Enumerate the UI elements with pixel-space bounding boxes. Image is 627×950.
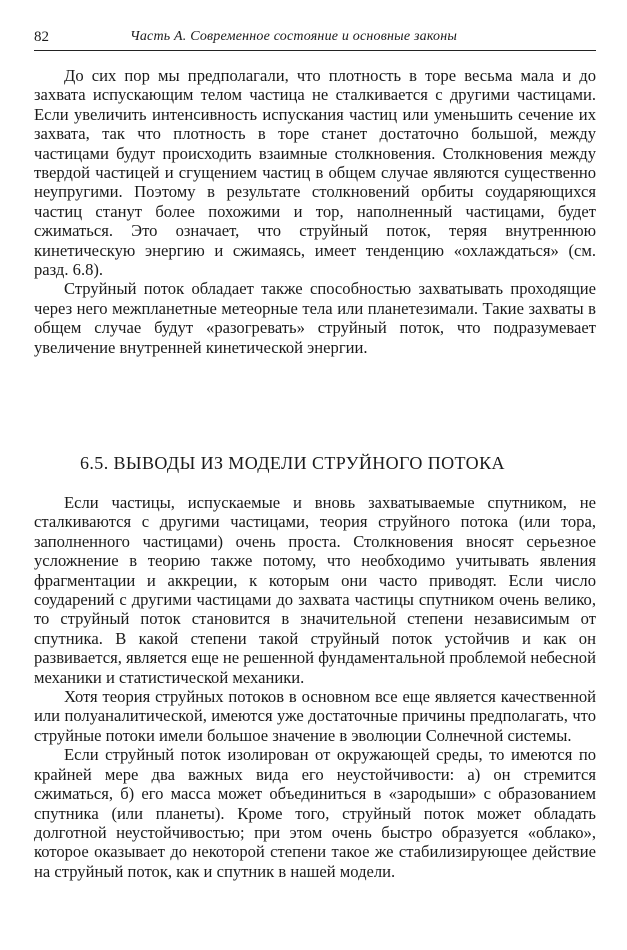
running-header — [34, 26, 598, 48]
paragraph: Струйный поток обладает также способностью захватывать проходящие через него межпланетные метеорные тела или планетезимали. Такие захваты в общем случае будут «разогревать» струйный поток, что подразумевает увеличение внутренней кинетической энергии. — [34, 279, 596, 357]
header-rule — [34, 50, 596, 51]
page-number: 82 — [34, 29, 49, 45]
running-title: Часть А. Современное состояние и основные законы — [130, 29, 458, 44]
paragraph: Если частицы, испускаемые и вновь захватываемые спутником, не сталкиваются с другими частицами, теория струйного потока (или тора, заполненного частицами) очень проста. Столкновения вносят серьезное усложнение в теорию также потому, что необходимо учитывать явления фрагментации и аккреции, к которым они часто приводят. Если число соударений с другими частицами до захвата частицы спутником очень велико, то струйный поток становится в значительной степени независимым от спутника. В какой степени такой струйный поток устойчив и как он развивается, является еще не решенной фундаментальной проблемой небесной механики и статистической механики. — [34, 493, 596, 687]
paragraph: Если струйный поток изолирован от окружающей среды, то имеются по крайней мере два важных вида его неустойчивости: а) он стремится сжиматься, б) его масса может объединиться в «зародыши» с образованием спутника (или планеты). Кроме того, струйный поток может обладать долготной неустойчивостью; при этом очень быстро образуется «облако», которое оказывает до некоторой степени такое же стабилизирующее действие на струйный поток, как и спутник в нашей модели. — [34, 745, 596, 881]
body-text-bottom — [34, 493, 596, 881]
paragraph: Хотя теория струйных потоков в основном все еще является качественной или полуаналитической, имеются уже достаточные причины предполагать, что струйные потоки имели большое значение в эволюции Солнечной системы. — [34, 687, 596, 745]
section-heading: 6.5. ВЫВОДЫ ИЗ МОДЕЛИ СТРУЙНОГО ПОТОКА — [80, 453, 505, 473]
body-text-top — [34, 66, 596, 357]
paragraph: До сих пор мы предполагали, что плотность в торе весьма мала и до захвата испускающим телом частица не сталкивается с другими частицами. Если увеличить интенсивность испускания частиц или уменьшить сечение их захвата, так что плотность в торе станет достаточно большой, между частицами будут происходить взаимные столкновения. Столкновения между твердой частицей и сгущением частиц в общем случае являются существенно неупругими. Поэтому в результате столкновений орбиты соударяющихся частиц станут более похожими и тор, наполненный частицами, будет сжиматься. Это означает, что струйный поток, теряя внутреннюю кинетическую энергию и сжимаясь, имеет тенденцию «охлаждаться» (см. разд. 6.8). — [34, 66, 596, 280]
